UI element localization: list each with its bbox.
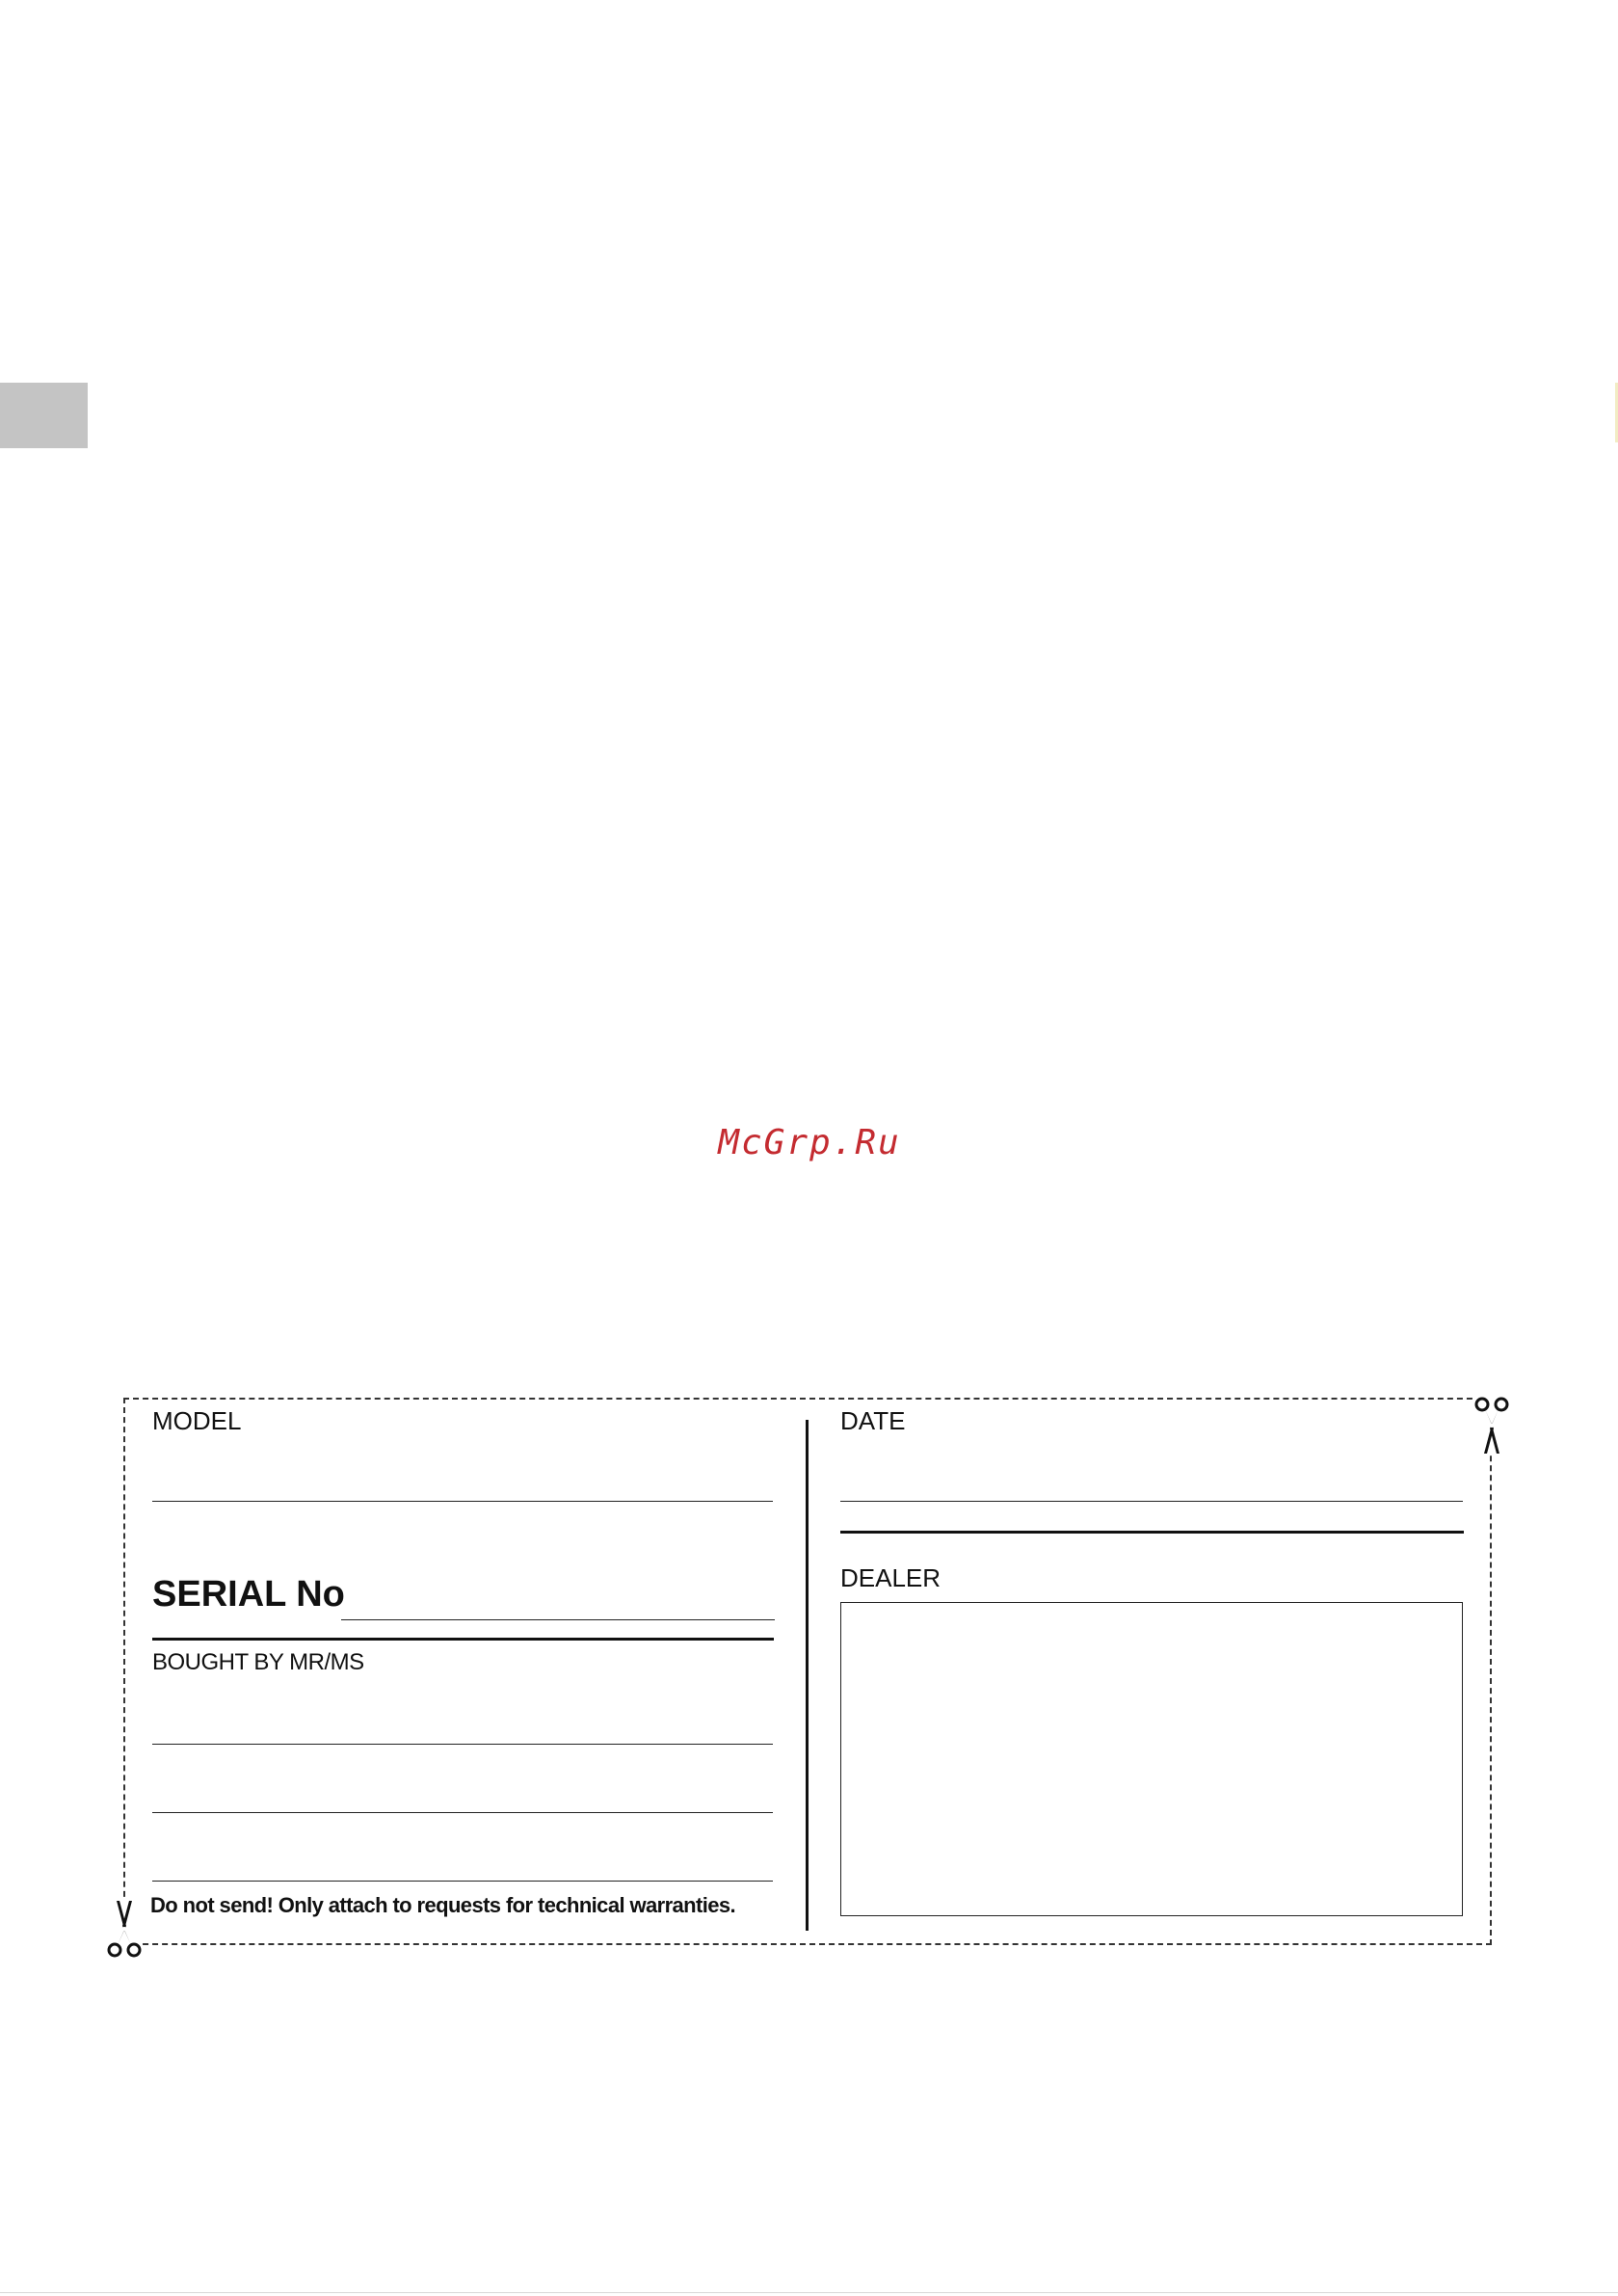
serial-number-label: SERIAL No — [152, 1574, 345, 1615]
serial-number-field-line[interactable] — [341, 1619, 775, 1620]
scissors-icon — [106, 1899, 143, 1959]
date-field-line[interactable] — [840, 1501, 1463, 1502]
bought-by-field-line-3[interactable] — [152, 1881, 773, 1882]
scissors-icon — [1473, 1396, 1510, 1455]
date-label: DATE — [840, 1406, 906, 1435]
model-label: MODEL — [152, 1406, 242, 1435]
watermark-text: McGrp.Ru — [718, 1123, 901, 1162]
bought-by-field-line-2[interactable] — [152, 1812, 773, 1813]
bought-by-field-line-1[interactable] — [152, 1744, 773, 1745]
date-section-rule — [840, 1531, 1464, 1534]
dealer-label: DEALER — [840, 1563, 942, 1592]
bought-by-label: BOUGHT BY MR/MS — [152, 1649, 364, 1675]
gray-page-tab — [0, 383, 88, 448]
coupon-column-divider — [806, 1420, 809, 1931]
page-bottom-edge — [0, 2292, 1618, 2293]
dealer-field-box[interactable] — [840, 1602, 1463, 1916]
warranty-note: Do not send! Only attach to requests for technical warranties. — [150, 1893, 736, 1917]
serial-section-rule — [152, 1638, 774, 1641]
model-field-line[interactable] — [152, 1501, 773, 1502]
